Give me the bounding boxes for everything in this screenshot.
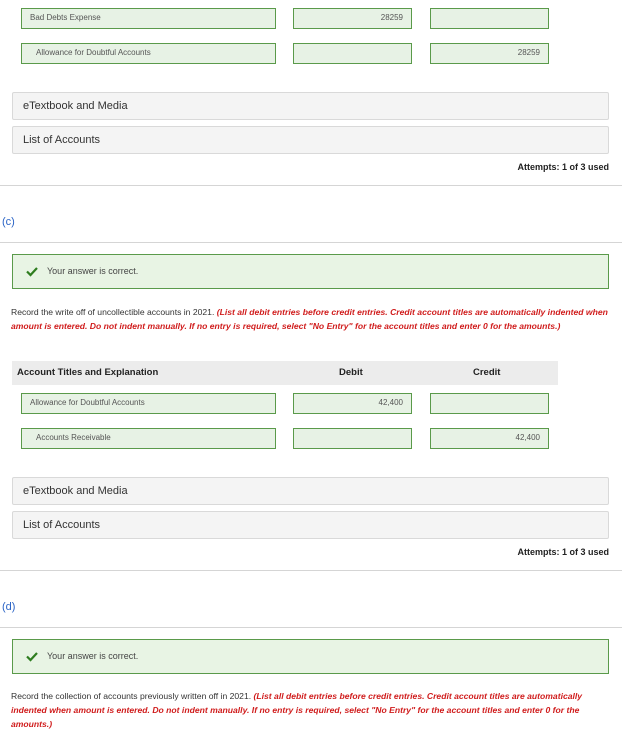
credit-field[interactable]: 42,400 — [430, 428, 549, 449]
column-header-credit: Credit — [473, 367, 501, 378]
instruction-text — [11, 305, 611, 333]
etextbook-link[interactable]: eTextbook and Media — [12, 92, 609, 120]
part-header — [0, 185, 622, 243]
attempts-counter: Attempts: 1 of 3 used — [517, 162, 609, 172]
account-title-field[interactable]: Allowance for Doubtful Accounts — [21, 393, 276, 414]
instruction-note: (List all debit entries before credit entries. Credit account titles are automatically indented when amount is entered. Do not indent manually. If no entry is required, select "No Entry" for the account titles and enter 0 for the amounts.) — [11, 691, 583, 729]
part-label: (d) — [2, 601, 16, 613]
debit-field[interactable] — [293, 43, 412, 64]
correct-answer-text: Your answer is correct. — [47, 266, 139, 276]
account-title-field[interactable]: Accounts Receivable — [21, 428, 276, 449]
instruction-plain: Record the collection of accounts previously written off in 2021. — [11, 691, 254, 701]
etextbook-link[interactable]: eTextbook and Media — [12, 477, 609, 505]
column-header-title: Account Titles and Explanation — [17, 367, 159, 378]
table-header — [12, 361, 558, 385]
correct-answer-banner — [12, 254, 609, 289]
list-of-accounts-link[interactable]: List of Accounts — [12, 511, 609, 539]
debit-field[interactable]: 42,400 — [293, 393, 412, 414]
correct-answer-text: Your answer is correct. — [47, 651, 139, 661]
check-icon — [25, 640, 39, 673]
instruction-plain: Record the write off of uncollectible accounts in 2021. — [11, 307, 217, 317]
correct-answer-banner — [12, 639, 609, 674]
credit-field[interactable] — [430, 8, 549, 29]
check-icon — [25, 255, 39, 288]
credit-field[interactable]: 28259 — [430, 43, 549, 64]
column-header-debit: Debit — [339, 367, 363, 378]
debit-field[interactable]: 28259 — [293, 8, 412, 29]
attempts-counter: Attempts: 1 of 3 used — [517, 547, 609, 557]
account-title-field[interactable]: Allowance for Doubtful Accounts — [21, 43, 276, 64]
credit-field[interactable] — [430, 393, 549, 414]
part-header — [0, 570, 622, 628]
list-of-accounts-link[interactable]: List of Accounts — [12, 126, 609, 154]
part-label: (c) — [2, 216, 15, 228]
instruction-text — [11, 689, 611, 731]
instruction-note: (List all debit entries before credit entries. Credit account titles are automatically indented when amount is entered. Do not indent manually. If no entry is required, select "No Entry" for the account titles and enter 0 for the amounts.) — [11, 307, 608, 331]
account-title-field[interactable]: Bad Debts Expense — [21, 8, 276, 29]
debit-field[interactable] — [293, 428, 412, 449]
